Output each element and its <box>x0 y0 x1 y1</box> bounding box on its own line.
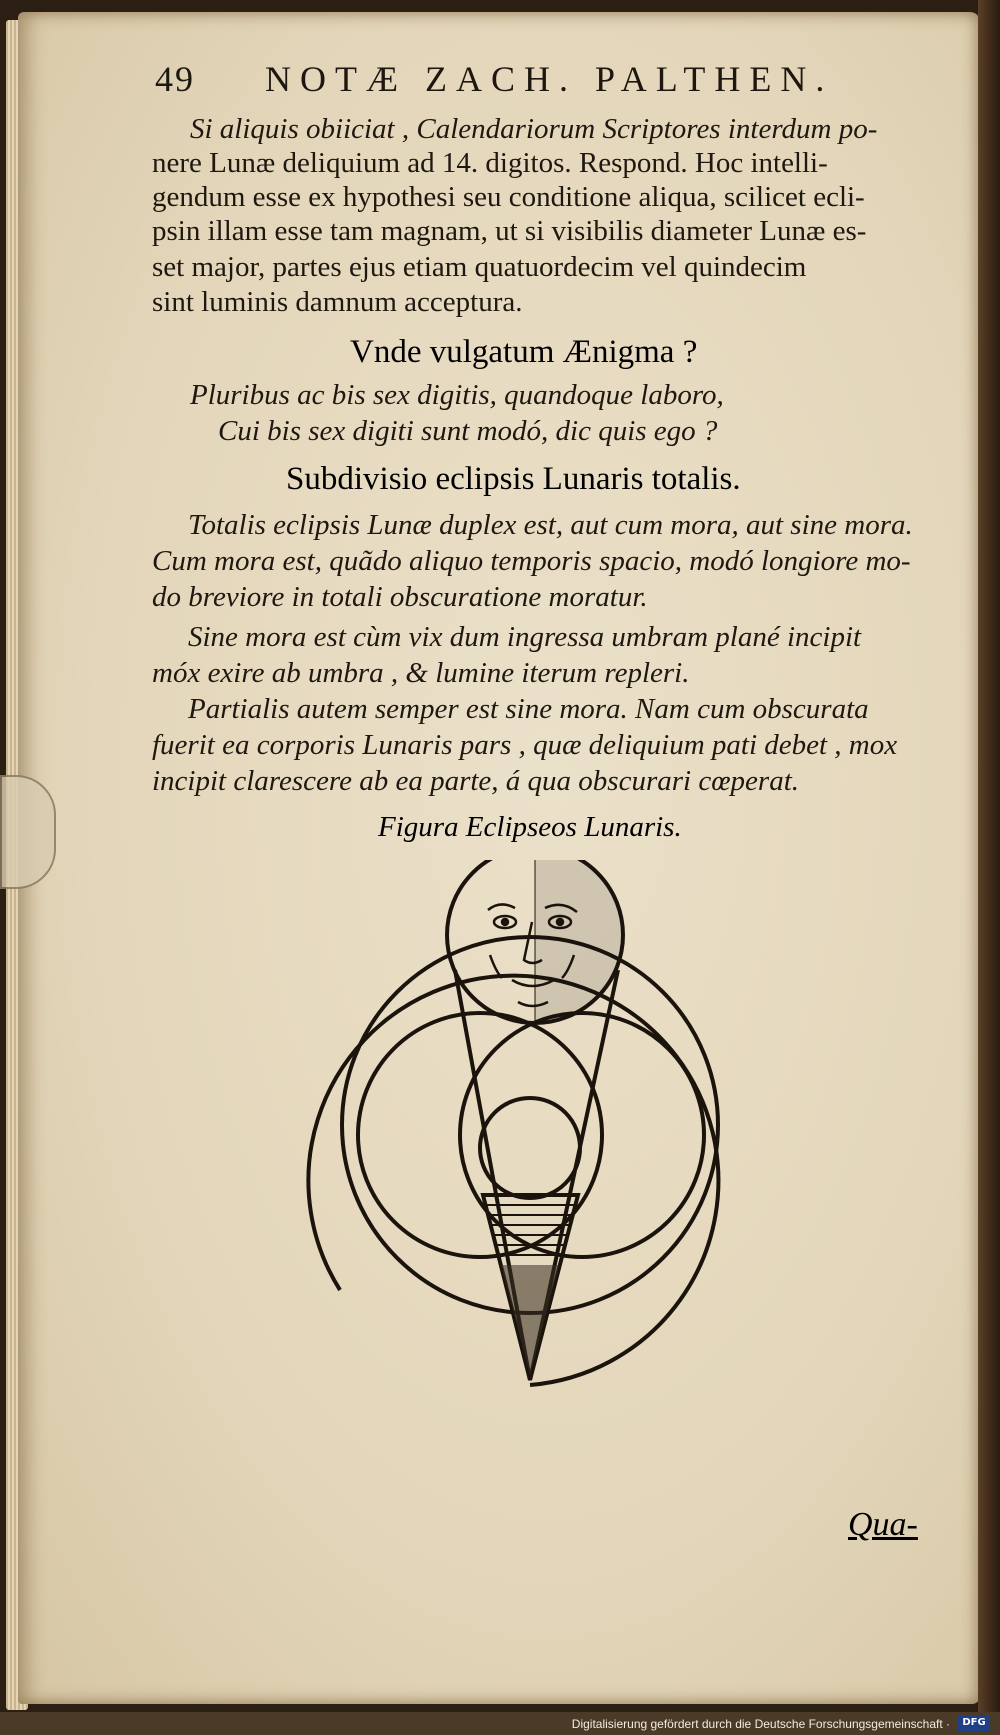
eclipse-figure <box>300 860 760 1390</box>
section-heading: Subdivisio eclipsis Lunaris totalis. <box>286 461 741 497</box>
text-line: psin illam esse tam magnam, ut si visibilis diameter Lunæ es- <box>152 215 867 247</box>
footer-credit: Digitalisierung gefördert durch die Deutsche Forschungsgemeinschaft · <box>571 1717 950 1731</box>
text-line: fuerit ea corporis Lunaris pars , quæ deliquium pati debet , mox <box>152 729 898 761</box>
text-line: móx exire ab umbra , & lumine iterum repleri. <box>152 657 690 689</box>
running-header <box>155 58 925 108</box>
section-heading: Vnde vulgatum Ænigma ? <box>350 334 698 370</box>
figure-caption: Figura Eclipseos Lunaris. <box>378 811 682 843</box>
text-line: incipit clarescere ab ea parte, á qua obscurari cœperat. <box>152 765 800 797</box>
text-line: sint luminis damnum acceptura. <box>152 286 523 318</box>
text-line: Sine mora est cùm vix dum ingressa umbram plané incipit <box>188 621 862 653</box>
verse-line: Cui bis sex digiti sunt modó, dic quis ego ? <box>218 415 718 447</box>
binding-edge <box>978 0 1000 1735</box>
text-line: Totalis eclipsis Lunæ duplex est, aut cum mora, aut sine mora. <box>188 509 913 541</box>
text-line: gendum esse ex hypothesi seu conditione aliqua, scilicet ecli- <box>152 181 865 213</box>
page-number: 49 <box>155 59 195 99</box>
running-title: NOTÆ ZACH. PALTHEN. <box>265 59 834 99</box>
text-line: Si aliquis obiiciat , Calendariorum Scriptores interdum po- <box>190 113 878 145</box>
text-line: Cum mora est, quãdo aliquo temporis spacio, modó longiore mo- <box>152 545 911 577</box>
page-clip <box>0 775 56 889</box>
text-line: Partialis autem semper est sine mora. Nam cum obscurata <box>188 693 869 725</box>
text-line: do breviore in totali obscuratione moratur. <box>152 581 648 613</box>
umbra-stipple <box>501 1265 559 1375</box>
text-line: nere Lunæ deliquium ad 14. digitos. Respond. Hoc intelli- <box>152 147 828 179</box>
earth-shadow-circle <box>342 937 718 1313</box>
catchword: Qua- <box>848 1506 918 1543</box>
verse-line: Pluribus ac bis sex digitis, quandoque laboro, <box>190 379 724 411</box>
eclipse-diagram <box>300 860 760 1390</box>
text-line: set major, partes ejus etiam quatuordecim vel quindecim <box>152 251 807 283</box>
dfg-logo: DFG <box>958 1715 990 1731</box>
